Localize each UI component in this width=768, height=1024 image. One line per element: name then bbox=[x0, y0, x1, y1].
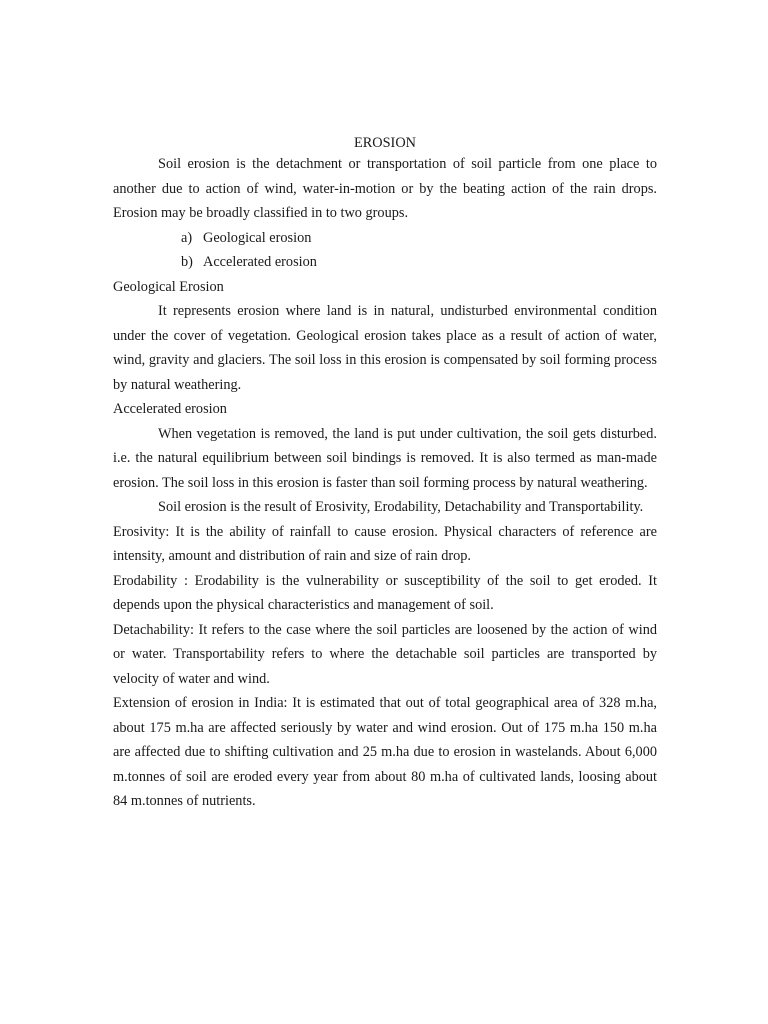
erosivity-paragraph: Erosivity: It is the ability of rainfall to cause erosion. Physical characters of reference are intensity, amount and distribution of rain and size of rain drop. bbox=[113, 523, 657, 564]
extension-paragraph: Extension of erosion in India: It is estimated that out of total geographical area of 328 m.ha, about 175 m.ha are affected seriously by water and wind erosion. Out of 175 m.ha 150 m.ha are affected due to shifting cultivation and 25 m.ha due to erosion in wastelands. About 6,000 m.tonnes of soil are eroded every year from about 80 m.ha of cultivated lands, loosing about 84 m.tonnes of nutrients. bbox=[113, 695, 657, 809]
detachability-paragraph: Detachability: It refers to the case where the soil particles are loosened by the action of wind or water. Transportability refers to where the detachable soil particles are transported by velocity of water and wind. bbox=[113, 621, 657, 687]
intro-paragraph: Soil erosion is the detachment or transportation of soil particle from one place to another due to action of wind, water-in-motion or by the beating action of the rain drops. Erosion may be broadly classified in to two groups. bbox=[113, 156, 657, 221]
erodability-paragraph: Erodability : Erodability is the vulnerability or susceptibility of the soil to get eroded. It depends upon the physical characteristics and management of soil. bbox=[113, 572, 657, 613]
geological-erosion-heading: Geological Erosion bbox=[113, 278, 224, 295]
list-item-text: Geological erosion bbox=[203, 229, 312, 246]
accelerated-erosion-heading: Accelerated erosion bbox=[113, 401, 227, 417]
list-marker: b) bbox=[181, 254, 193, 270]
document-title: EROSION bbox=[354, 135, 416, 151]
erosion-result-paragraph: Soil erosion is the result of Erosivity, Erodability, Detachability and Transportability. bbox=[158, 499, 644, 515]
list-marker: a) bbox=[181, 229, 193, 246]
list-item bbox=[113, 250, 657, 275]
list-item-text: Accelerated erosion bbox=[203, 254, 317, 270]
erosion-groups-list bbox=[113, 226, 657, 275]
list-item bbox=[113, 226, 657, 251]
accelerated-erosion-paragraph: When vegetation is removed, the land is put under cultivation, the soil gets disturbed. i.e. the natural equilibrium between soil bindings is removed. It is also termed as man-made erosion. The soil loss in this erosion is faster than soil forming process by natural weathering. bbox=[113, 425, 657, 491]
geological-erosion-paragraph: It represents erosion where land is in natural, undisturbed environmental condition under the cover of vegetation. Geological erosion takes place as a result of action of water, wind, gravity and glaciers. The soil loss in this erosion is compensated by soil forming process by natural weathering. bbox=[113, 303, 657, 393]
document-page bbox=[113, 134, 657, 814]
